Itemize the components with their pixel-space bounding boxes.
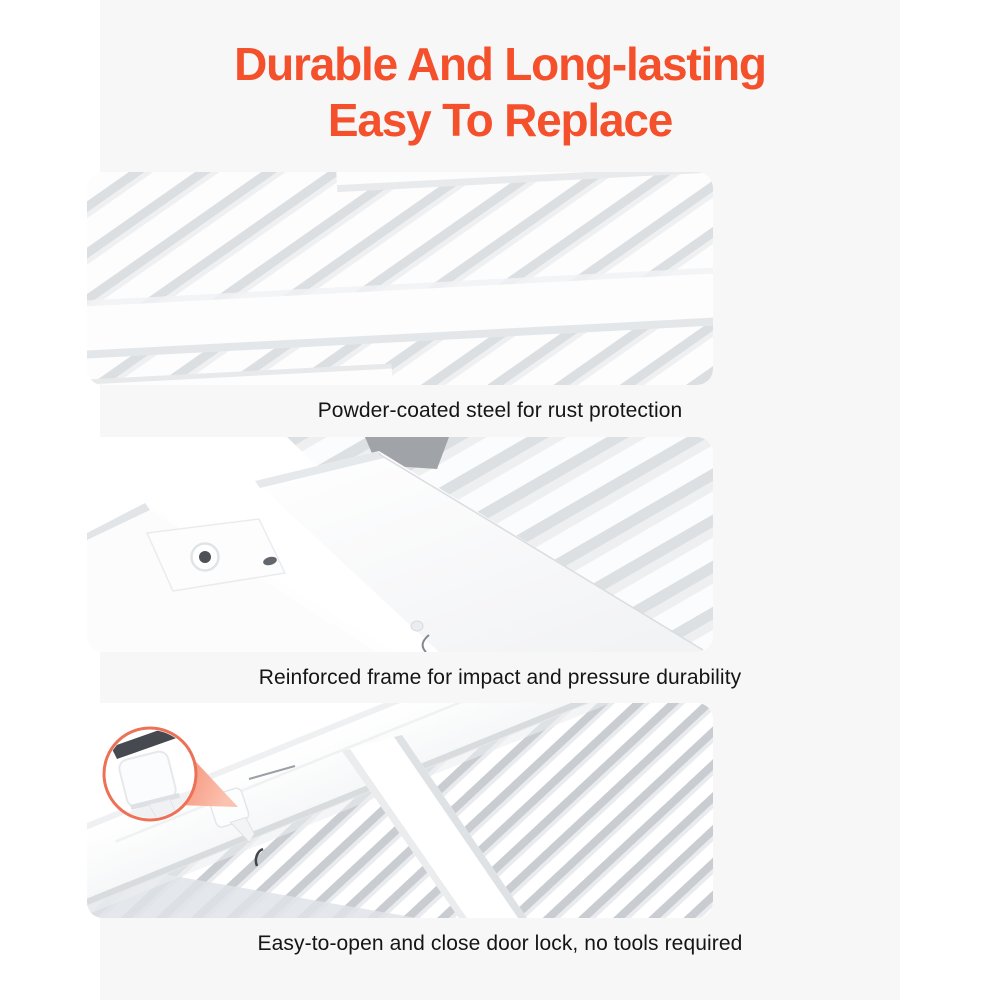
feature-card-reinforced-frame bbox=[87, 437, 713, 652]
page-title bbox=[0, 36, 1000, 148]
title-line-2: Easy To Replace bbox=[327, 94, 673, 146]
vent-lock-photo bbox=[87, 703, 713, 918]
feature-caption-3: Easy-to-open and close door lock, no tools required bbox=[257, 932, 743, 955]
screw-hole bbox=[199, 551, 211, 563]
small-hole bbox=[411, 621, 423, 631]
feature-caption-1: Powder-coated steel for rust protection bbox=[317, 399, 683, 422]
feature-card-door-lock bbox=[87, 703, 713, 918]
feature-caption-2: Reinforced frame for impact and pressure durability bbox=[258, 665, 742, 689]
vent-louvers-photo bbox=[87, 172, 713, 385]
vent-frame-photo bbox=[87, 437, 713, 652]
feature-card-rust-protection bbox=[87, 172, 713, 385]
title-line-1: Durable And Long-lasting bbox=[234, 38, 766, 90]
